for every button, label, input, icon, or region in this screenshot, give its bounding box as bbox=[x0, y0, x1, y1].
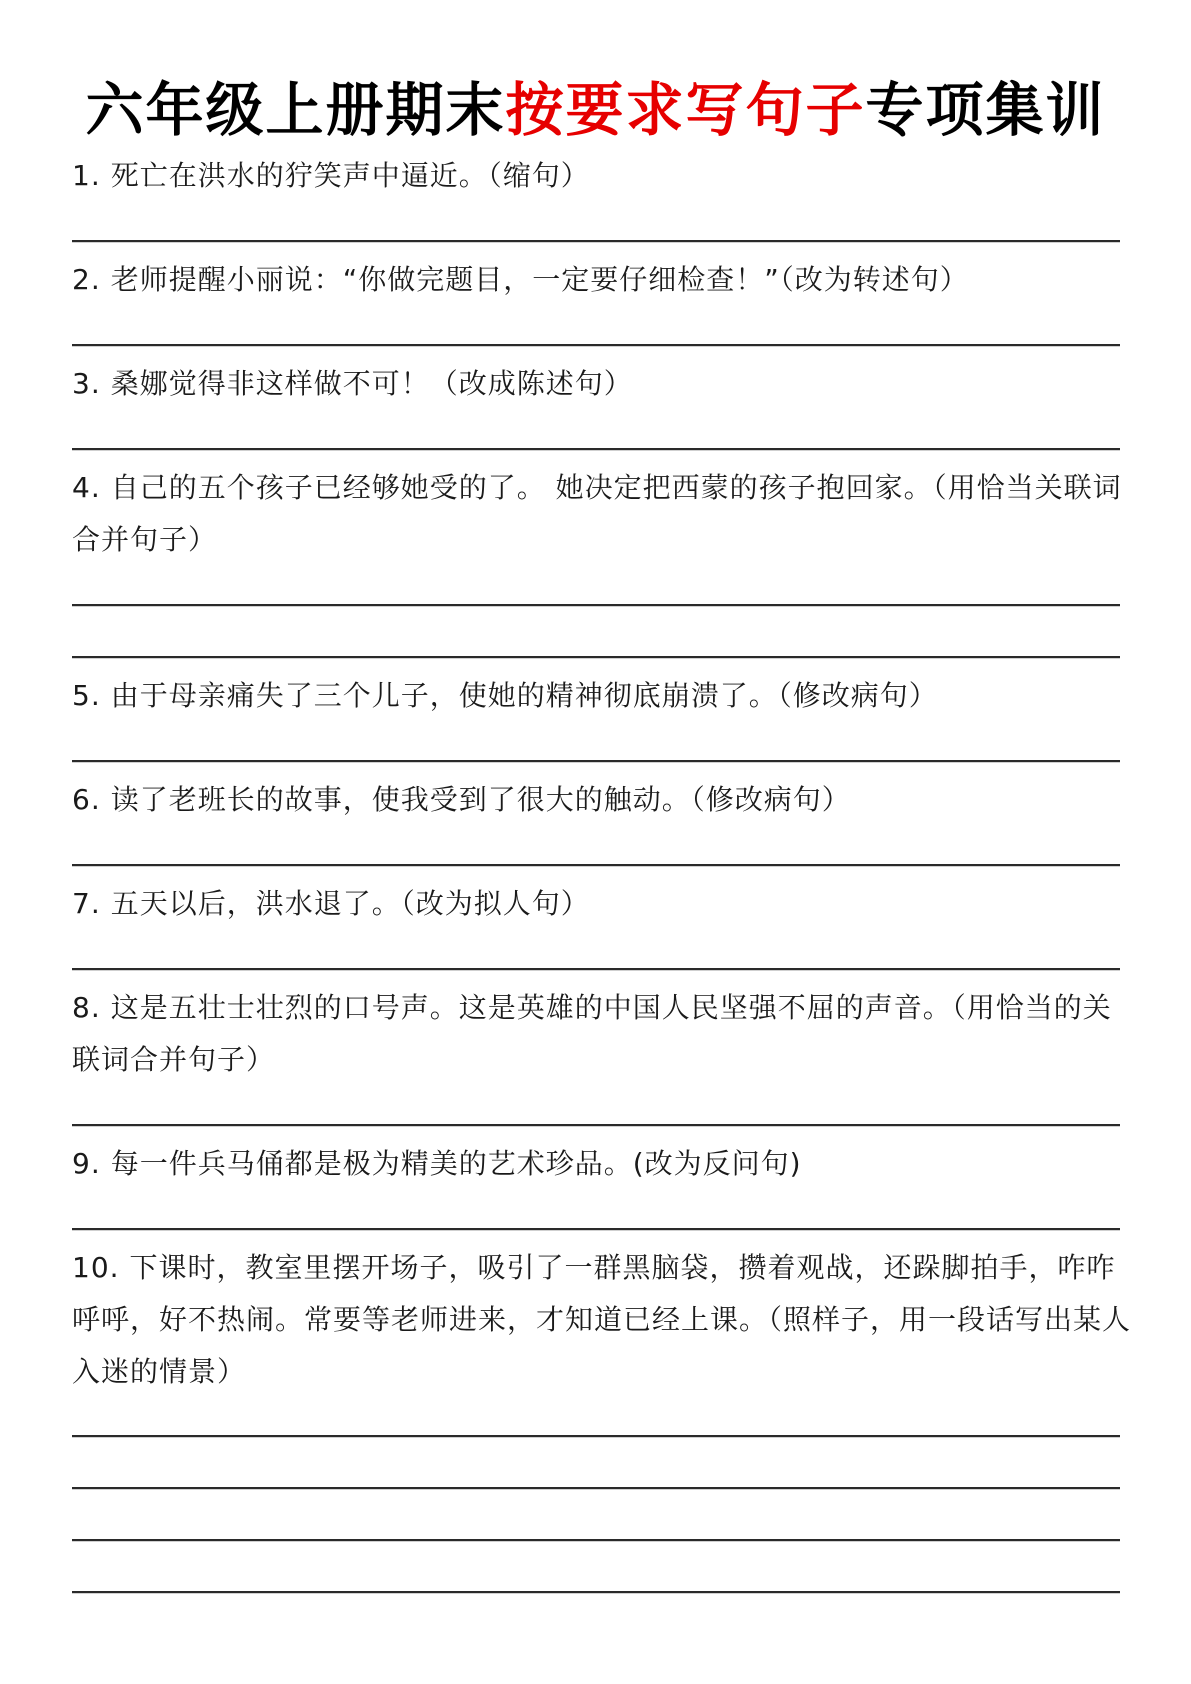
answer-line[interactable] bbox=[72, 1591, 1120, 1593]
question-number: 3. bbox=[72, 367, 101, 400]
question-text: 死亡在洪水的狞笑声中逼近。（缩句） bbox=[110, 159, 590, 192]
answer-line[interactable] bbox=[72, 1124, 1120, 1126]
question-9 bbox=[72, 1138, 1132, 1190]
answer-line[interactable] bbox=[72, 1539, 1120, 1541]
question-number: 2. bbox=[72, 263, 101, 296]
question-number: 8. bbox=[72, 991, 101, 1024]
question-10 bbox=[72, 1242, 1132, 1398]
question-text: 由于母亲痛失了三个儿子，使她的精神彻底崩溃了。（修改病句） bbox=[110, 679, 938, 712]
question-number: 4. bbox=[72, 471, 101, 504]
question-5 bbox=[72, 670, 1132, 722]
question-number: 1. bbox=[72, 159, 101, 192]
answer-line[interactable] bbox=[72, 604, 1120, 606]
answer-line[interactable] bbox=[72, 1435, 1120, 1437]
question-1 bbox=[72, 150, 1132, 202]
title-part-2: 专项集训 bbox=[865, 76, 1106, 144]
question-8 bbox=[72, 982, 1132, 1086]
question-3 bbox=[72, 358, 1132, 410]
answer-line[interactable] bbox=[72, 760, 1120, 762]
answer-line[interactable] bbox=[72, 1487, 1120, 1489]
page-title bbox=[0, 70, 1191, 150]
question-text: 老师提醒小丽说：“你做完题目，一定要仔细检查！”（改为转述句） bbox=[110, 263, 969, 296]
question-text: 每一件兵马俑都是极为精美的艺术珍品。(改为反问句) bbox=[110, 1147, 802, 1180]
answer-line[interactable] bbox=[72, 448, 1120, 450]
question-text: 桑娜觉得非这样做不可！（改成陈述句） bbox=[110, 367, 633, 400]
question-number: 10. bbox=[72, 1251, 120, 1284]
question-number: 6. bbox=[72, 783, 101, 816]
question-2 bbox=[72, 254, 1132, 306]
question-text: 五天以后，洪水退了。（改为拟人句） bbox=[110, 887, 590, 920]
question-text: 这是五壮士壮烈的口号声。这是英雄的中国人民坚强不屈的声音。（用恰当的关联词合并句子） bbox=[72, 991, 1112, 1076]
question-number: 7. bbox=[72, 887, 101, 920]
answer-line[interactable] bbox=[72, 864, 1120, 866]
question-6 bbox=[72, 774, 1132, 826]
question-text: 读了老班长的故事，使我受到了很大的触动。（修改病句） bbox=[110, 783, 851, 816]
answer-line[interactable] bbox=[72, 968, 1120, 970]
answer-line[interactable] bbox=[72, 344, 1120, 346]
answer-line[interactable] bbox=[72, 1228, 1120, 1230]
question-text: 自己的五个孩子已经够她受的了。 她决定把西蒙的孩子抱回家。（用恰当关联词合并句子） bbox=[72, 471, 1122, 556]
question-7 bbox=[72, 878, 1132, 930]
question-4 bbox=[72, 462, 1132, 566]
title-highlight: 按要求写句子 bbox=[505, 76, 866, 144]
question-number: 9. bbox=[72, 1147, 101, 1180]
question-number: 5. bbox=[72, 679, 101, 712]
answer-line[interactable] bbox=[72, 656, 1120, 658]
answer-line[interactable] bbox=[72, 240, 1120, 242]
question-text: 下课时，教室里摆开场子，吸引了一群黑脑袋，攒着观战，还跺脚拍手，咋咋呼呼，好不热闹。常要等老师进来，才知道已经上课。（照样子，用一段话写出某人入迷的情景） bbox=[72, 1251, 1132, 1388]
title-part-1: 六年级上册期末 bbox=[85, 76, 506, 144]
